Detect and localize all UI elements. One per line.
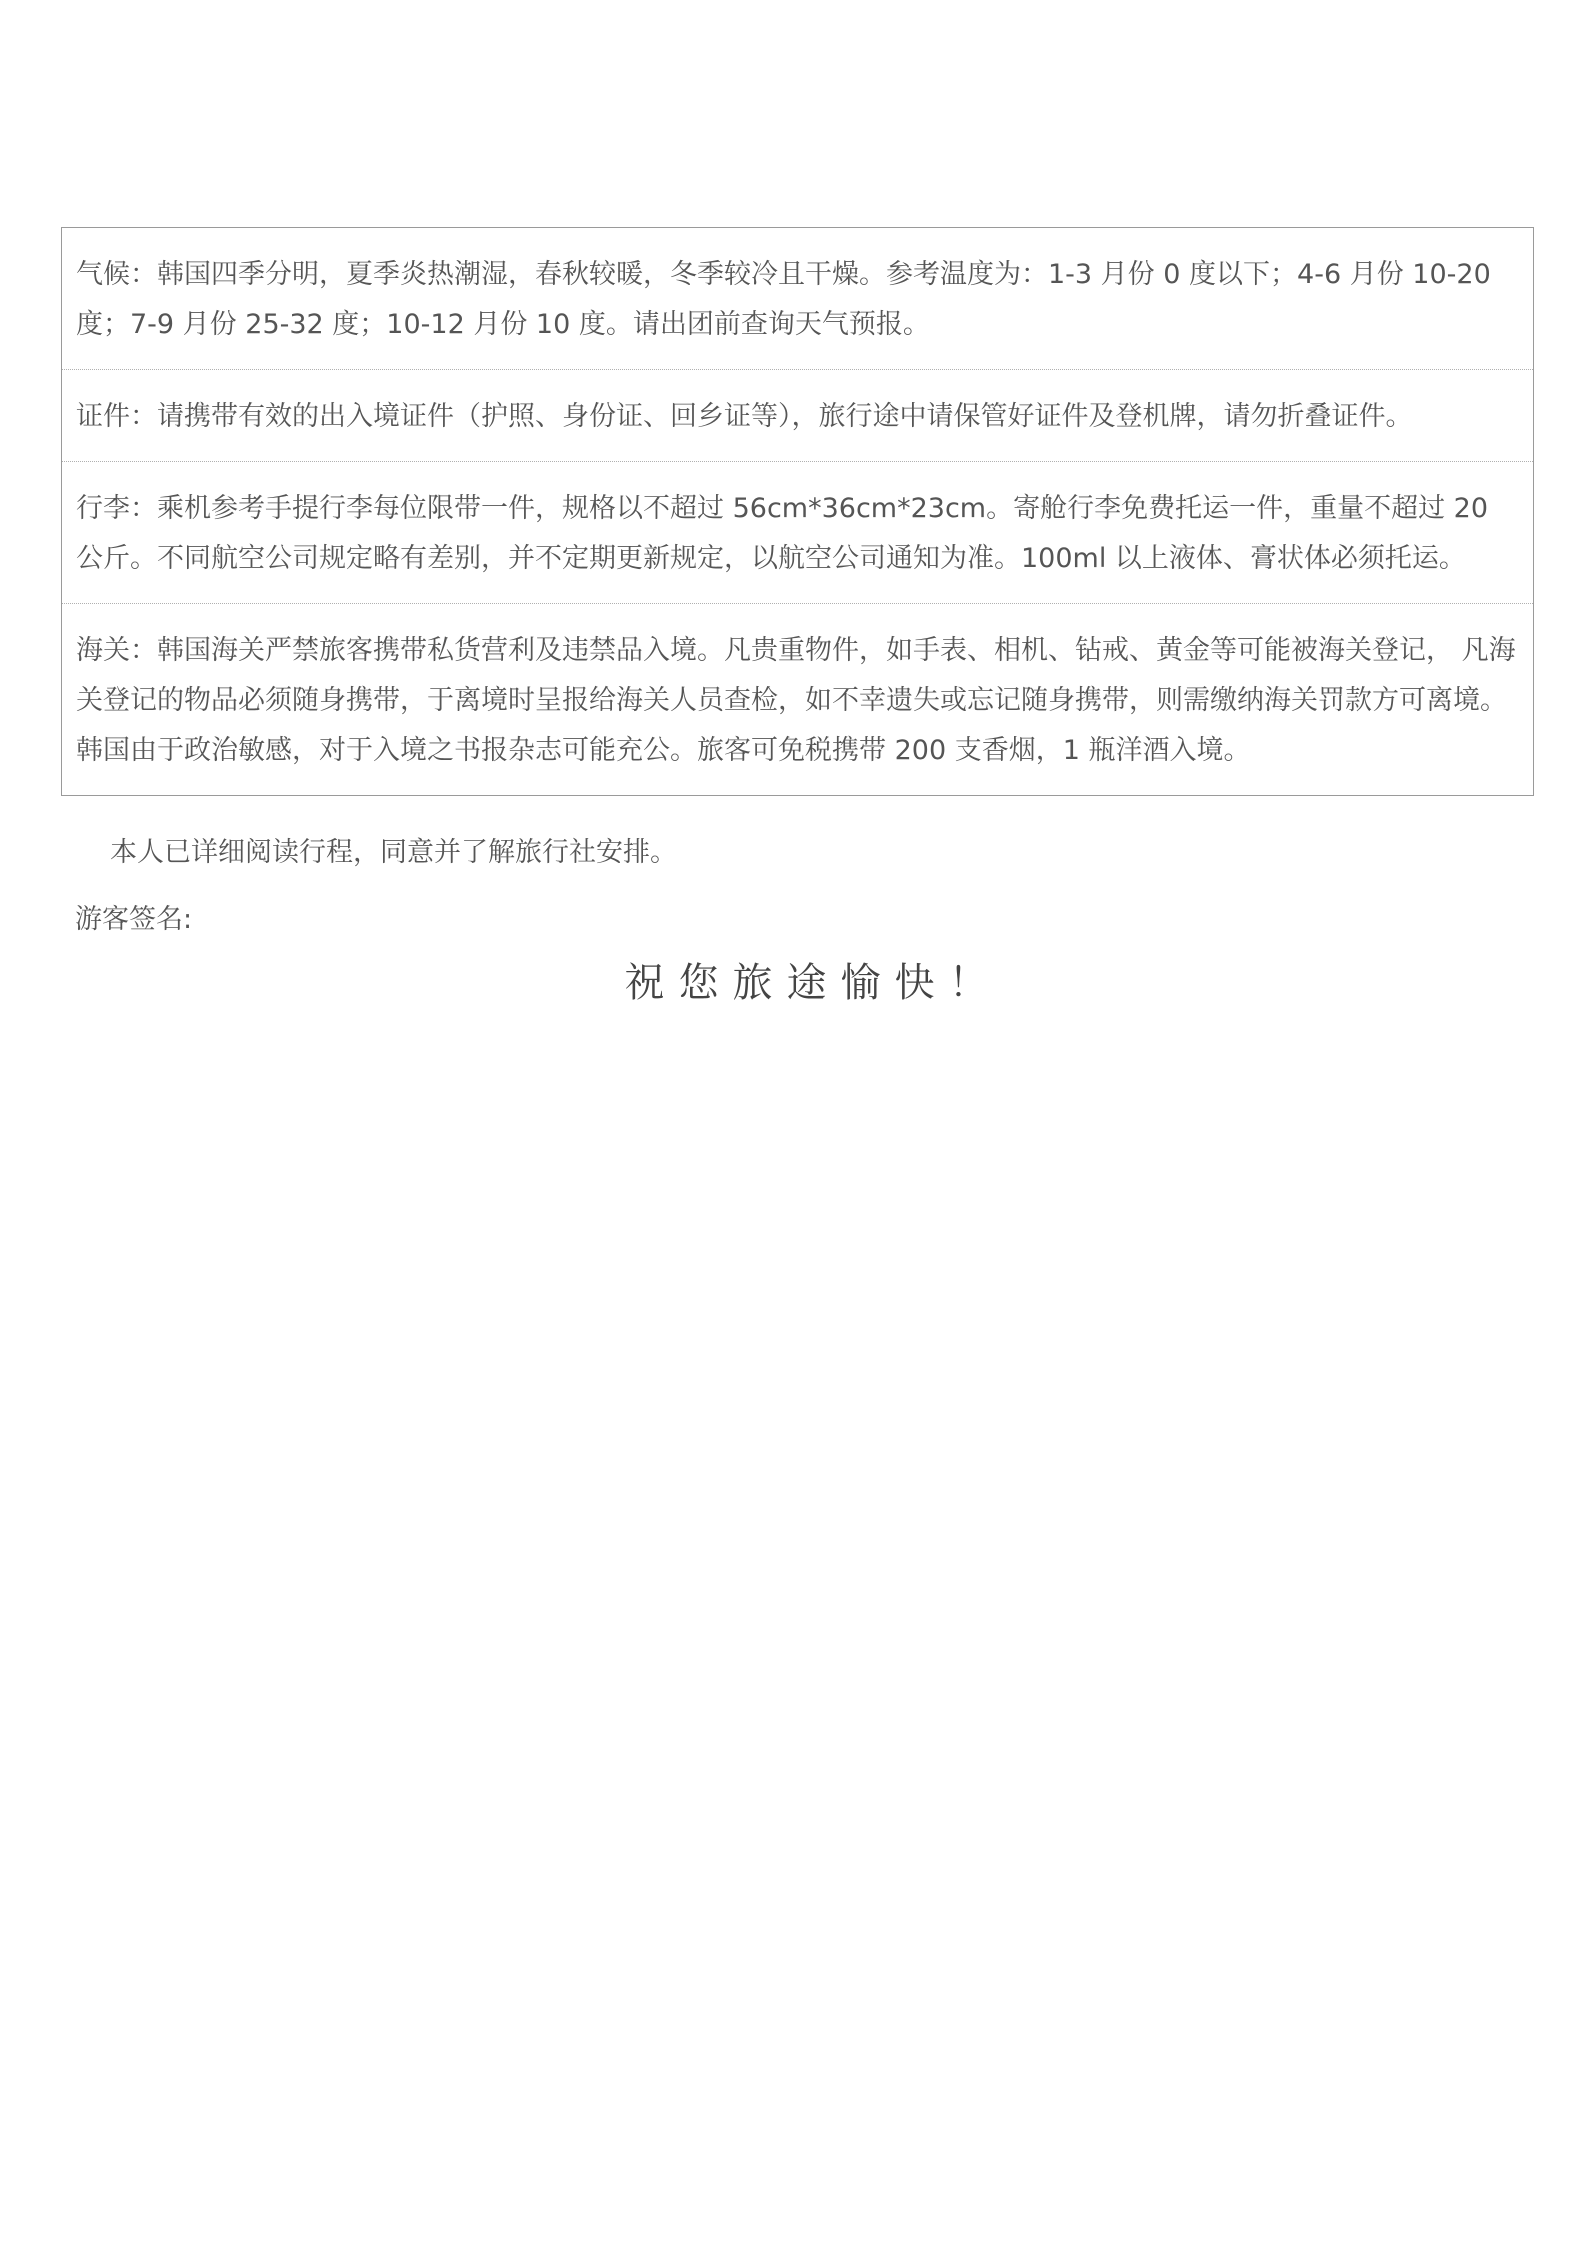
travel-notice-table [61, 227, 1534, 796]
customs-notice: 海关：韩国海关严禁旅客携带私货营利及违禁品入境。凡贵重物件，如手表、相机、钻戒、黄金等可能被海关登记， 凡海关登记的物品必须随身携带，于离境时呈报给海关人员查检，如不幸遗失或忘记随身携带，则需缴纳海关罚款方可离境。韩国由于政治敏感，对于入境之书报杂志可能充公。旅客可免税携带 200 支香烟，1 瓶洋酒入境。 [76, 635, 1516, 766]
farewell-message: 祝您旅途愉快！ [624, 960, 1003, 1006]
luggage-notice: 行李：乘机参考手提行李每位限带一件，规格以不超过 56cm*36cm*23cm。寄舱行李免费托运一件，重量不超过 20 公斤。不同航空公司规定略有差别，并不定期更新规定，以航空公司通知为准。100ml 以上液体、膏状体必须托运。 [62, 462, 1533, 604]
signature-label: 游客签名: [75, 904, 193, 935]
documents-notice: 证件：请携带有效的出入境证件（护照、身份证、回乡证等），旅行途中请保管好证件及登机牌，请勿折叠证件。 [62, 370, 1533, 462]
agreement-statement: 本人已详细阅读行程，同意并了解旅行社安排。 [110, 837, 677, 868]
climate-notice: 气候：韩国四季分明，夏季炎热潮湿，春秋较暖，冬季较冷且干燥。参考温度为：1-3 月份 0 度以下；4-6 月份 10-20度；7-9 月份 25-32 度；10-12 月份 10 度。请出团前查询天气预报。 [62, 228, 1533, 370]
